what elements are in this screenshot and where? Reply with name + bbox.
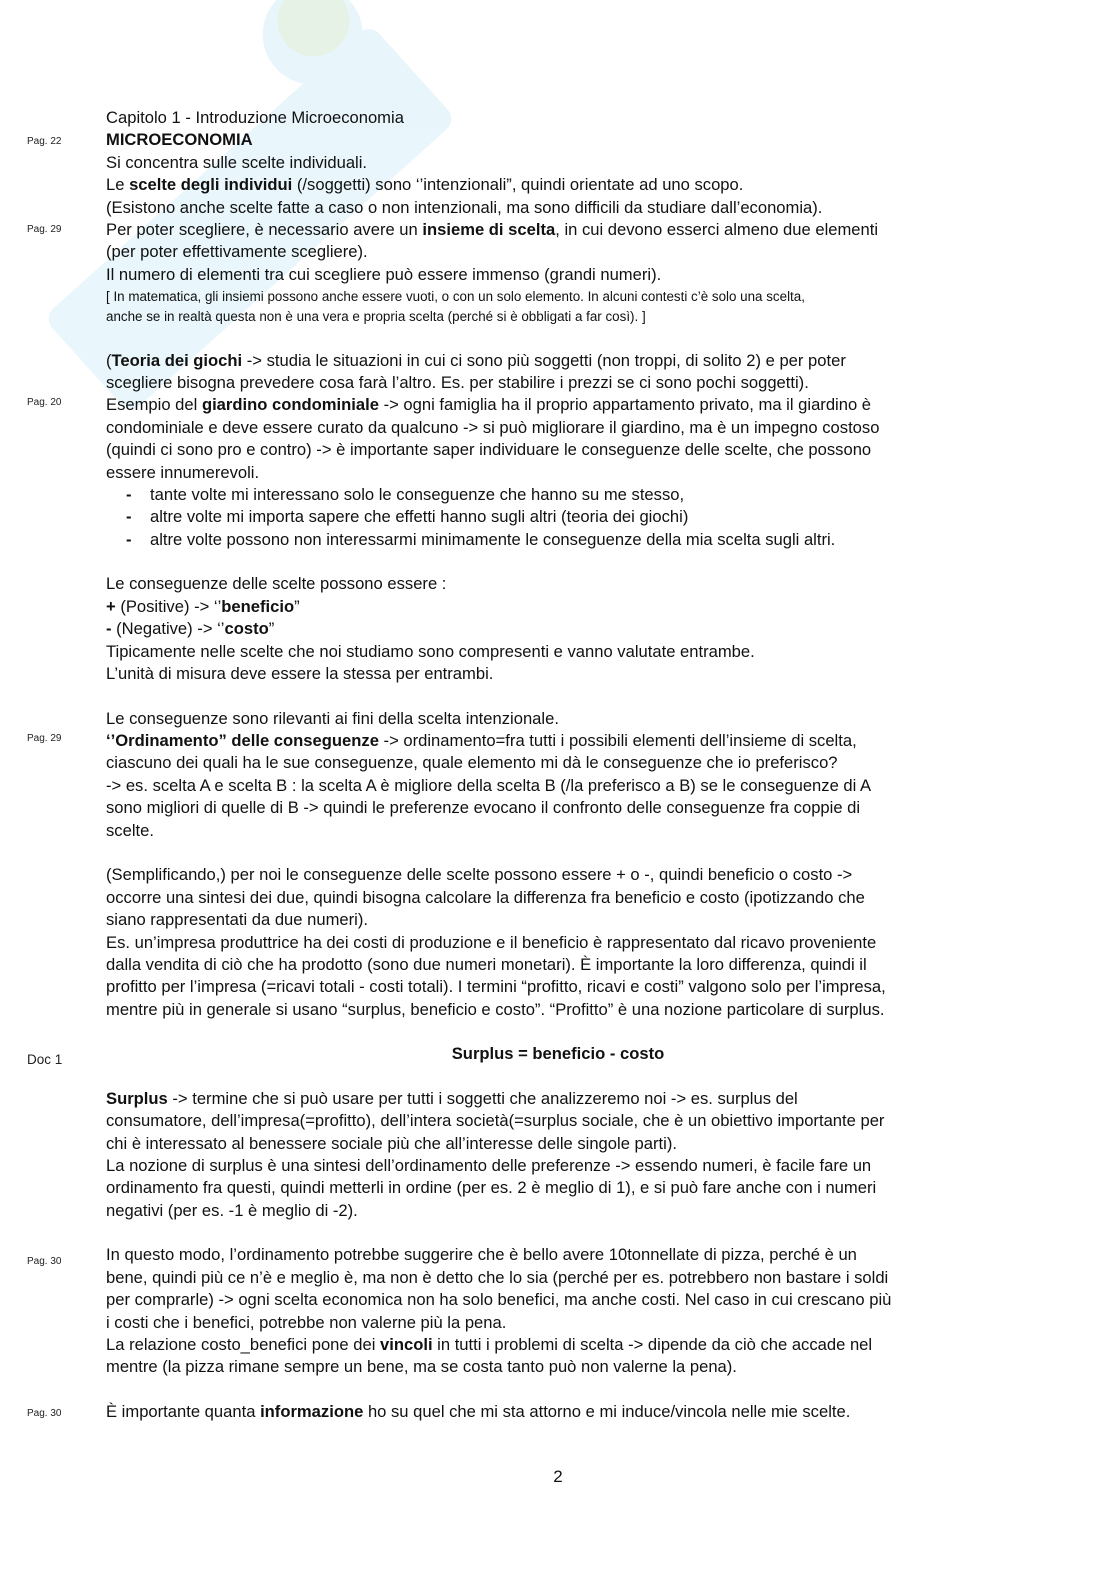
text-line: essere innumerevoli. bbox=[106, 463, 260, 482]
margin-note: Doc 1 bbox=[27, 1052, 63, 1067]
text-line: - (Negative) -> ‘’costo” bbox=[106, 619, 275, 638]
text-line: Tipicamente nelle scelte che noi studiamo sono compresenti e vanno valutate entrambe. bbox=[106, 642, 755, 661]
margin-note: Pag. 30 bbox=[27, 1408, 62, 1419]
text-line: negativi (per es. -1 è meglio di -2). bbox=[106, 1201, 358, 1220]
text-line: (Teoria dei giochi -> studia le situazioni in cui ci sono più soggetti (non troppi, di solito 2) e per poter bbox=[106, 351, 846, 370]
text-line: condominiale e deve essere curato da qualcuno -> si può migliorare il giardino, ma è un impegno costoso bbox=[106, 418, 880, 437]
text-line: i costi che i benefici, potrebbe non valerne più la pena. bbox=[106, 1313, 507, 1332]
text-line: consumatore, dell’impresa(=profitto), dell’intera società(=surplus sociale, che è un obiettivo importante per bbox=[106, 1111, 885, 1130]
text-line: Surplus -> termine che si può usare per tutti i soggetti che analizzeremo noi -> es. surplus del bbox=[106, 1089, 798, 1108]
text-line: Per poter scegliere, è necessario avere un insieme di scelta, in cui devono esserci almeno due elementi bbox=[106, 220, 879, 239]
list-item: - tante volte mi interessano solo le conseguenze che hanno su me stesso, bbox=[126, 485, 685, 504]
page-number: 2 bbox=[553, 1467, 563, 1486]
text-line: È importante quanta informazione ho su quel che mi sta attorno e mi induce/vincola nelle mie scelte. bbox=[106, 1402, 851, 1421]
text-line: ciascuno dei quali ha le sue conseguenze, quale elemento mi dà le conseguenze che io preferisco? bbox=[106, 753, 838, 772]
text-line: (per poter effettivamente scegliere). bbox=[106, 242, 368, 261]
text-line: ‘’Ordinamento” delle conseguenze -> ordinamento=fra tutti i possibili elementi dell’insieme di scelta, bbox=[106, 731, 857, 750]
section-title: MICROECONOMIA bbox=[106, 130, 253, 149]
text-line: mentre più in generale si usano “surplus, beneficio e costo”. “Profitto” è una nozione particolare di surplus. bbox=[106, 1000, 885, 1019]
margin-note: Pag. 30 bbox=[27, 1256, 62, 1267]
chapter-heading: Capitolo 1 - Introduzione Microeconomia bbox=[106, 108, 404, 127]
text-line: In questo modo, l’ordinamento potrebbe suggerire che è bello avere 10tonnellate di pizza, perché è un bbox=[106, 1245, 857, 1264]
text-line: siano rappresentati da due numeri). bbox=[106, 910, 368, 929]
text-line: Le conseguenze delle scelte possono essere : bbox=[106, 574, 447, 593]
text-line: scelte. bbox=[106, 821, 154, 840]
formula-heading: Surplus = beneficio - costo bbox=[451, 1044, 665, 1063]
text-line: La nozione di surplus è una sintesi dell’ordinamento delle preferenze -> essendo numeri, è facile fare un bbox=[106, 1156, 872, 1175]
margin-note: Pag. 22 bbox=[27, 136, 62, 147]
text-line: ordinamento fra questi, quindi metterli in ordine (per es. 2 è meglio di 1), e si può fare anche con i numeri bbox=[106, 1178, 877, 1197]
text-line: (Esistono anche scelte fatte a caso o non intenzionali, ma sono difficili da studiare dall’economia). bbox=[106, 198, 823, 217]
margin-note: Pag. 20 bbox=[27, 397, 62, 408]
text-line: -> es. scelta A e scelta B : la scelta A è migliore della scelta B (/la preferisco a B) se le conseguenze di A bbox=[106, 776, 872, 795]
list-item: - altre volte possono non interessarmi minimamente le conseguenze della mia scelta sugli altri. bbox=[126, 530, 836, 549]
list-item: - altre volte mi importa sapere che effetti hanno sugli altri (teoria dei giochi) bbox=[126, 507, 689, 526]
note-line: anche se in realtà questa non è una vera e propria scelta (perché si è obbligati a far così). ] bbox=[106, 309, 646, 324]
text-line: + (Positive) -> ‘’beneficio” bbox=[106, 597, 300, 616]
text-line: La relazione costo_benefici pone dei vincoli in tutti i problemi di scelta -> dipende da ciò che accade nel bbox=[106, 1335, 873, 1354]
text-line: per comprarle) -> ogni scelta economica non ha solo benefici, ma anche costi. Nel caso in cui crescano più bbox=[106, 1290, 892, 1309]
text-line: Si concentra sulle scelte individuali. bbox=[106, 153, 368, 172]
text-line: (Semplificando,) per noi le conseguenze delle scelte possono essere + o -, quindi beneficio o costo -> bbox=[106, 865, 853, 884]
text-line: profitto per l’impresa (=ricavi totali - costi totali). I termini “profitto, ricavi e costi” valgono solo per l’impresa, bbox=[106, 977, 886, 996]
text-line: L’unità di misura deve essere la stessa per entrambi. bbox=[106, 664, 494, 683]
text-line: Es. un’impresa produttrice ha dei costi di produzione e il beneficio è rappresentato dal ricavo proveniente bbox=[106, 933, 877, 952]
text-line: bene, quindi più ce n’è e meglio è, ma non è detto che lo sia (perché per es. potrebbero non bastare i soldi bbox=[106, 1268, 889, 1287]
text-line: scegliere bisogna prevedere cosa farà l’altro. Es. per stabilire i prezzi se ci sono pochi soggetti). bbox=[106, 373, 809, 392]
text-line: chi è interessato al benessere sociale più che all’interesse delle singole parti). bbox=[106, 1134, 677, 1153]
text-line: Esempio del giardino condominiale -> ogni famiglia ha il proprio appartamento privato, ma il giardino è bbox=[106, 395, 872, 414]
text-line: mentre (la pizza rimane sempre un bene, ma se costa tanto può non valerne la pena). bbox=[106, 1357, 737, 1376]
text-line: Le scelte degli individui (/soggetti) sono ‘’intenzionali”, quindi orientate ad uno scopo. bbox=[106, 175, 744, 194]
text-line: occorre una sintesi dei due, quindi bisogna calcolare la differenza fra beneficio e costo (ipotizzando che bbox=[106, 888, 865, 907]
margin-note: Pag. 29 bbox=[27, 224, 62, 235]
margin-note: Pag. 29 bbox=[27, 733, 62, 744]
text-line: dalla vendita di ciò che ha prodotto (sono due numeri monetari). È importante la loro differenza, quindi il bbox=[106, 955, 867, 974]
text-line: sono migliori di quelle di B -> quindi le preferenze evocano il confronto delle conseguenze fra coppie di bbox=[106, 798, 861, 817]
text-line: Il numero di elementi tra cui scegliere può essere immenso (grandi numeri). bbox=[106, 265, 662, 284]
text-line: Le conseguenze sono rilevanti ai fini della scelta intenzionale. bbox=[106, 709, 559, 728]
text-line: (quindi ci sono pro e contro) -> è importante saper individuare le conseguenze delle scelte, che possono bbox=[106, 440, 872, 459]
note-line: [ In matematica, gli insiemi possono anche essere vuoti, o con un solo elemento. In alcuni contesti c’è solo una scelta, bbox=[106, 289, 805, 304]
